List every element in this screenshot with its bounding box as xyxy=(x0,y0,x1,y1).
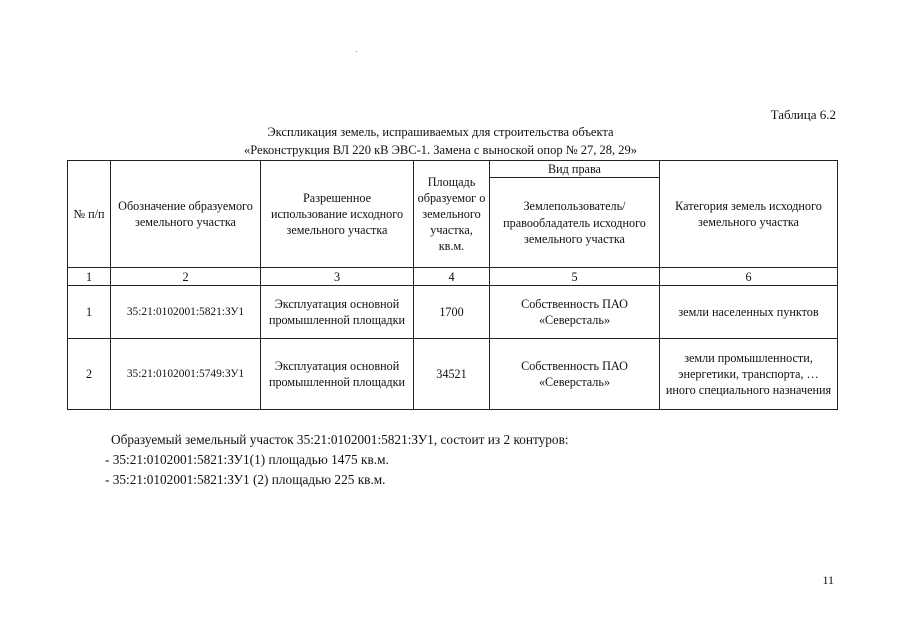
header-designation: Обозначение образуемого земельного участка xyxy=(111,161,261,268)
note-contour-1: - 35:21:0102001:5821:ЗУ1(1) площадью 1475 кв.м. xyxy=(105,452,389,467)
header-permitted-use: Разрешенное использование исходного земельного участка xyxy=(261,161,414,268)
row-category: земли промышленности, энергетики, транспорта, … иного специального назначения xyxy=(660,339,838,410)
row-category: земли населенных пунктов xyxy=(660,286,838,339)
column-number: 4 xyxy=(414,268,490,286)
scan-speck xyxy=(356,51,357,52)
land-explication-table xyxy=(67,160,838,410)
table-caption-line-2: «Реконструкция ВЛ 220 кВ ЭВС-1. Замена с выноской опор № 27, 28, 29» xyxy=(243,143,638,157)
column-number: 6 xyxy=(660,268,838,286)
table-caption-line-1: Экспликация земель, испрашиваемых для строительства объекта xyxy=(267,125,614,139)
table-label: Таблица 6.2 xyxy=(770,107,836,122)
header-user: Землепользователь/ правообладатель исходного земельного участка xyxy=(490,178,660,268)
row-area: 34521 xyxy=(414,339,490,410)
column-number: 3 xyxy=(261,268,414,286)
note-contour-2: - 35:21:0102001:5821:ЗУ1 (2) площадью 225 кв.м. xyxy=(105,472,386,487)
header-area: Площадь образуемог о земельного участка, кв.м. xyxy=(414,161,490,268)
row-num: 2 xyxy=(68,339,111,410)
column-number: 1 xyxy=(68,268,111,286)
row-user: Собственность ПАО «Северсталь» xyxy=(490,286,660,339)
row-permitted-use: Эксплуатация основной промышленной площадки xyxy=(261,339,414,410)
row-designation: 35:21:0102001:5821:ЗУ1 xyxy=(111,286,261,339)
header-num: № п/п xyxy=(68,161,111,268)
row-area: 1700 xyxy=(414,286,490,339)
note-contours: Образуемый земельный участок 35:21:0102001:5821:ЗУ1, состоит из 2 контуров: xyxy=(111,432,569,447)
row-user: Собственность ПАО «Северсталь» xyxy=(490,339,660,410)
row-num: 1 xyxy=(68,286,111,339)
table-row xyxy=(68,286,838,339)
column-number: 2 xyxy=(111,268,261,286)
column-number: 5 xyxy=(490,268,660,286)
row-permitted-use: Эксплуатация основной промышленной площадки xyxy=(261,286,414,339)
row-designation: 35:21:0102001:5749:ЗУ1 xyxy=(111,339,261,410)
page-number: 11 xyxy=(822,573,834,587)
header-right-type: Вид права xyxy=(490,161,660,178)
column-number-row xyxy=(68,268,838,286)
table-row xyxy=(68,339,838,410)
header-category: Категория земель исходного земельного участка xyxy=(660,161,838,268)
